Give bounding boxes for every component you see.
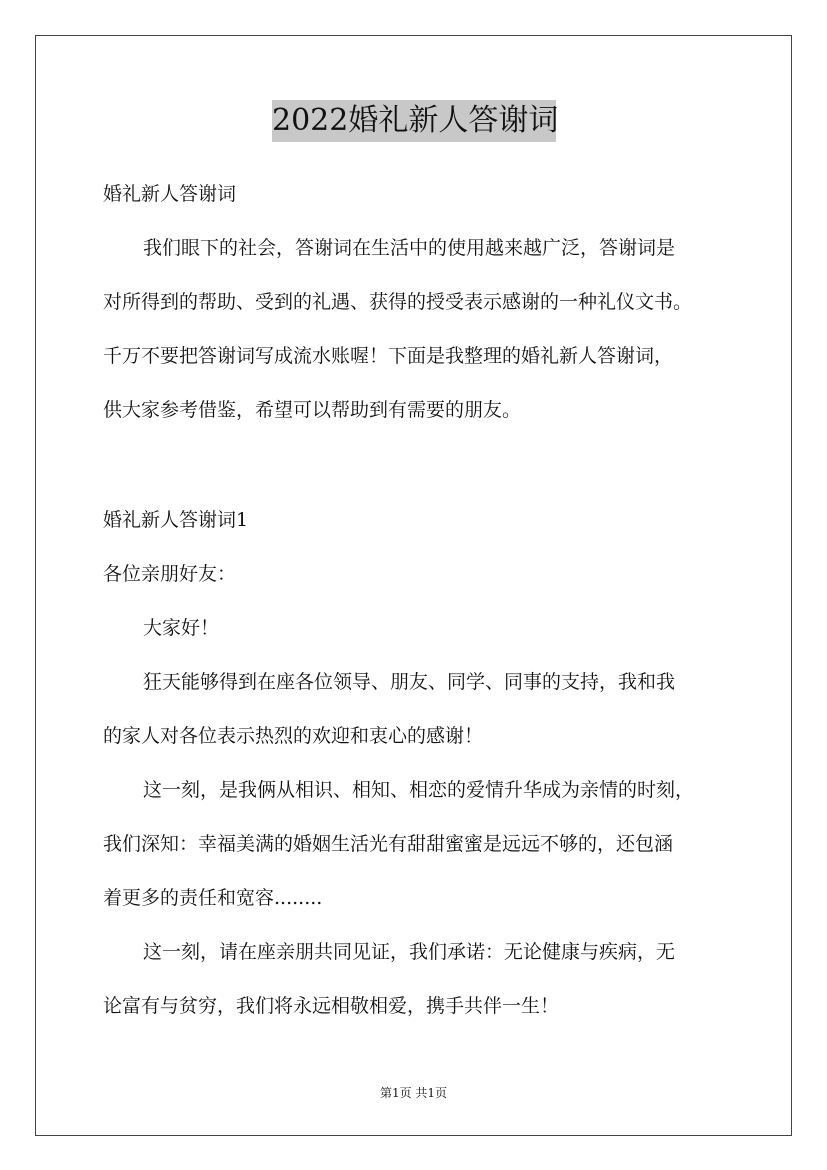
paragraph-line: 供大家参考借鉴，希望可以帮助到有需要的朋友。 — [103, 399, 522, 421]
paragraph-line: 千万不要把答谢词写成流水账喔！下面是我整理的婚礼新人答谢词， — [103, 345, 674, 367]
paragraph-line: 这一刻，是我俩从相识、相知、相恋的爱情升华成为亲情的时刻， — [143, 779, 695, 801]
document-title: 2022婚礼新人答谢词 — [272, 100, 556, 142]
salutation: 各位亲朋好友： — [103, 563, 237, 585]
paragraph-line: 着更多的责任和宽容........ — [103, 887, 323, 909]
section-heading: 婚礼新人答谢词 — [103, 183, 237, 205]
paragraph-line: 我们眼下的社会，答谢词在生活中的使用越来越广泛，答谢词是 — [143, 237, 676, 259]
paragraph-line: 狂天能够得到在座各位领导、朋友、同学、同事的支持，我和我 — [143, 671, 676, 693]
greeting: 大家好！ — [143, 617, 220, 639]
page-footer: 第1页 共1页 — [379, 1086, 448, 1100]
paragraph-line: 论富有与贫穷，我们将永远相敬相爱，携手共伴一生！ — [103, 995, 560, 1017]
paragraph-line: 我们深知：幸福美满的婚姻生活光有甜甜蜜蜜是远远不够的，还包涵 — [103, 833, 674, 855]
section-heading: 婚礼新人答谢词1 — [103, 509, 249, 531]
paragraph-line: 这一刻，请在座亲朋共同见证，我们承诺：无论健康与疾病，无 — [143, 941, 676, 963]
paragraph-line: 的家人对各位表示热烈的欢迎和衷心的感谢！ — [103, 725, 484, 747]
paragraph-line: 对所得到的帮助、受到的礼遇、获得的授受表示感谢的一种礼仪文书。 — [103, 291, 693, 313]
